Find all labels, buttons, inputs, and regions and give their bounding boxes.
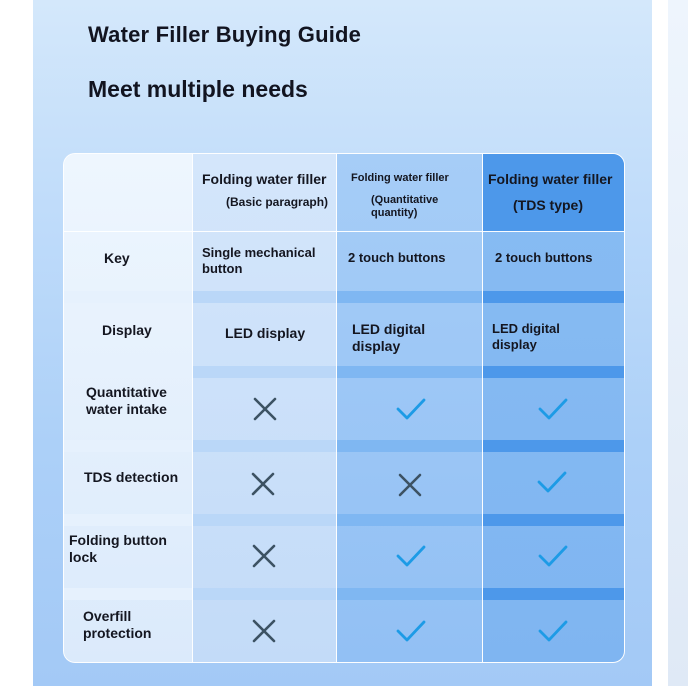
page-subtitle: Meet multiple needs <box>88 76 308 102</box>
comparison-table <box>63 153 625 663</box>
display-tds: LED digital display <box>492 321 560 352</box>
row-label-overfill: Overfill protection <box>83 608 152 641</box>
row-band <box>64 291 624 303</box>
check-icon <box>538 616 568 646</box>
tds-header-fill <box>483 154 624 231</box>
cross-icon <box>249 541 279 571</box>
row-divider <box>64 231 624 232</box>
row-label-tds-detection: TDS detection <box>84 469 179 485</box>
key-quantitative: 2 touch buttons <box>348 250 446 265</box>
check-icon <box>396 394 426 424</box>
cross-icon <box>249 616 279 646</box>
row-band <box>64 588 624 600</box>
check-icon <box>396 616 426 646</box>
key-basic: Single mechanical button <box>202 245 316 276</box>
cross-icon <box>395 470 425 500</box>
row-band <box>64 366 624 378</box>
basic-column-title: Folding water filler <box>202 171 327 187</box>
check-icon <box>538 394 568 424</box>
tds-column-variant: (TDS type) <box>513 197 583 213</box>
quantitative-column-title: Folding water filler <box>351 172 449 184</box>
check-icon <box>538 541 568 571</box>
row-label-key: Key <box>104 250 130 266</box>
page-title: Water Filler Buying Guide <box>88 22 362 47</box>
check-icon <box>537 467 567 497</box>
row-band <box>64 440 624 452</box>
cross-icon <box>250 394 280 424</box>
row-band <box>64 514 624 526</box>
basic-column-variant: (Basic paragraph) <box>226 195 329 209</box>
tds-column-title: Folding water filler <box>488 171 613 187</box>
cross-icon <box>248 469 278 499</box>
row-label-quantitative-intake: Quantitative water intake <box>86 384 167 417</box>
key-tds: 2 touch buttons <box>495 250 593 265</box>
row-label-folding-lock: Folding button lock <box>69 532 167 565</box>
row-label-display: Display <box>102 322 152 338</box>
edge-strip <box>668 0 688 686</box>
display-basic: LED display <box>225 325 306 341</box>
display-quantitative: LED digital display <box>352 321 426 354</box>
check-icon <box>396 541 426 571</box>
quantitative-column-variant: (Quantitative quantity) <box>371 194 439 220</box>
